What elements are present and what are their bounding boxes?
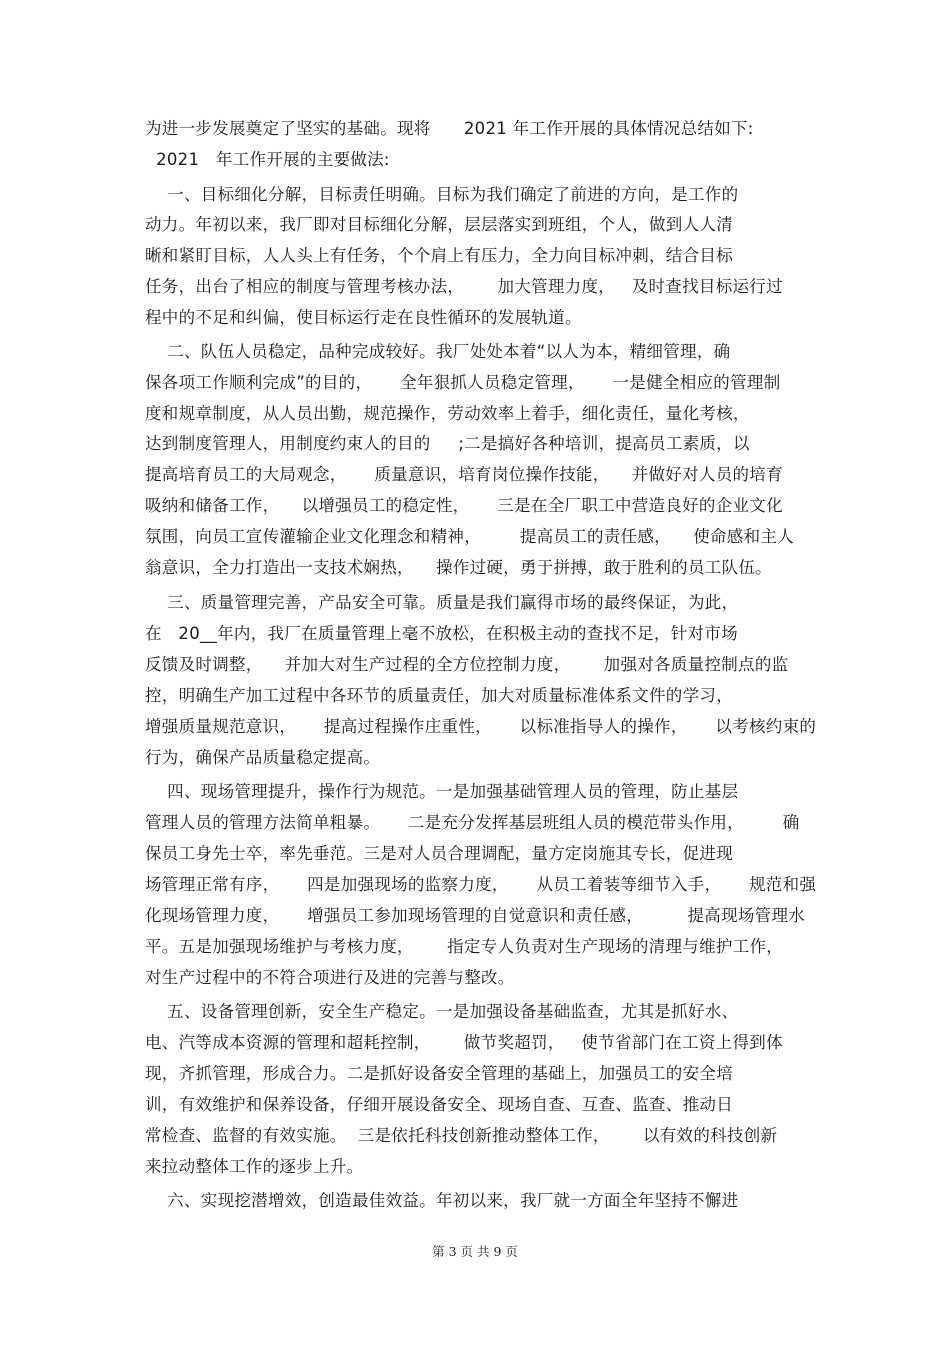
text-line: 对生产过程中的不符合项进行及进的完善与整改。	[145, 968, 515, 987]
text-line: 保员工身先士卒，率先垂范。三是对人员合理调配，量方定岗施其专长，促进现	[145, 844, 733, 863]
text-line: 任务，出台了相应的制度与管理考核办法， 加大管理力度， 及时查找目标运行过	[145, 277, 783, 296]
text-line: 管理人员的管理方法简单粗暴。 二是充分发挥基层班组人员的模范带头作用， 确	[145, 813, 800, 832]
text-line: 现，齐抓管理，形成合力。二是抓好设备安全管理的基础上，加强员工的安全培	[145, 1064, 733, 1083]
text-line: 五、设备管理创新，安全生产稳定。一是加强设备基础监查，尤其是抓好水、	[145, 1002, 739, 1021]
text-line: 提高培育员工的大局观念， 质量意识，培育岗位操作技能， 并做好对人员的培育	[145, 465, 783, 484]
page-footer: 第 3 页 共 9 页	[432, 1244, 518, 1259]
text-line: 一、目标细化分解，目标责任明确。目标为我们确定了前进的方向，是工作的	[145, 185, 739, 204]
text-line: 六、实现挖潜增效，创造最佳效益。年初以来，我厂就一方面全年坚持不懈进	[145, 1191, 739, 1210]
text-line: 在 20__年内，我厂在质量管理上毫不放松，在积极主动的查找不足，针对市场	[145, 624, 738, 643]
text-line: 来拉动整体工作的逐步上升。	[145, 1157, 364, 1176]
text-line: 三、质量管理完善，产品安全可靠。质量是我们赢得市场的最终保证，为此，	[145, 593, 739, 612]
text-line: 反馈及时调整， 并加大对生产过程的全方位控制力度， 加强对各质量控制点的监	[145, 655, 789, 674]
text-line: 翁意识，全力打造出一支技术娴热， 操作过硬，勇于拼搏，敢于胜利的员工队伍。	[145, 558, 772, 577]
text-line: 晰和紧盯目标，人人头上有任务，个个肩上有压力，全力向目标冲刺，结合目标	[145, 246, 733, 265]
text-line: 平。五是加强现场维护与考核力度， 指定专人负责对生产现场的清理与维护工作，	[145, 937, 784, 956]
text-line: 度和规章制度，从人员出勤，规范操作，劳动效率上着手，细化责任，量化考核，	[145, 404, 750, 423]
text-line: 2021 年工作开展的主要做法:	[145, 150, 390, 169]
text-line: 程中的不足和纠偏，使目标运行走在良性循环的发展轨道。	[145, 308, 582, 327]
text-line: 场管理正常有序， 四是加强现场的监察力度， 从员工着装等细节入手， 规范和强	[145, 875, 817, 894]
text-line: 化现场管理力度， 增强员工参加现场管理的自觉意识和责任感， 提高现场管理水	[145, 906, 806, 925]
text-line: 控，明确生产加工过程中各环节的质量责任，加大对质量标准体系文件的学习，	[145, 686, 733, 705]
text-line: 动力。年初以来，我厂即对目标细化分解，层层落实到班组，个人，做到人人清	[145, 215, 733, 234]
text-line: 训，有效维护和保养设备，仔细开展设备安全、现场自查、互查、监查、推动日	[145, 1095, 733, 1114]
text-line: 为进一步发展奠定了坚实的基础。现将 2021 年工作开展的具体情况总结如下:	[145, 119, 754, 138]
text-line: 二、队伍人员稳定，品种完成较好。我厂处处本着“以人为本，精细管理，确	[145, 342, 731, 361]
text-line: 常检查、监督的有效实施。 三是依托科技创新推动整体工作， 以有效的科技创新	[145, 1126, 778, 1145]
text-line: 行为，确保产品质量稳定提高。	[145, 748, 381, 767]
text-line: 氛围，向员工宣传灌输企业文化理念和精神， 提高员工的责任感， 使命感和主人	[145, 527, 794, 546]
text-line: 增强质量规范意识， 提高过程操作庄重性， 以标准指导人的操作， 以考核约束的	[145, 717, 817, 736]
text-line: 吸纳和储备工作， 以增强员工的稳定性， 三是在全厂职工中营造良好的企业文化	[145, 496, 783, 515]
text-line: 电、汽等成本资源的管理和超耗控制， 做节奖超罚， 使节省部门在工资上得到体	[145, 1033, 783, 1052]
text-line: 四、现场管理提升，操作行为规范。一是加强基础管理人员的管理，防止基层	[145, 782, 739, 801]
text-line: 保各项工作顺利完成”的目的， 全年狠抓人员稳定管理， 一是健全相应的管理制	[145, 373, 781, 392]
text-line: 达到制度管理人，用制度约束人的目的 ;二是搞好各种培训，提高员工素质，以	[145, 434, 750, 453]
